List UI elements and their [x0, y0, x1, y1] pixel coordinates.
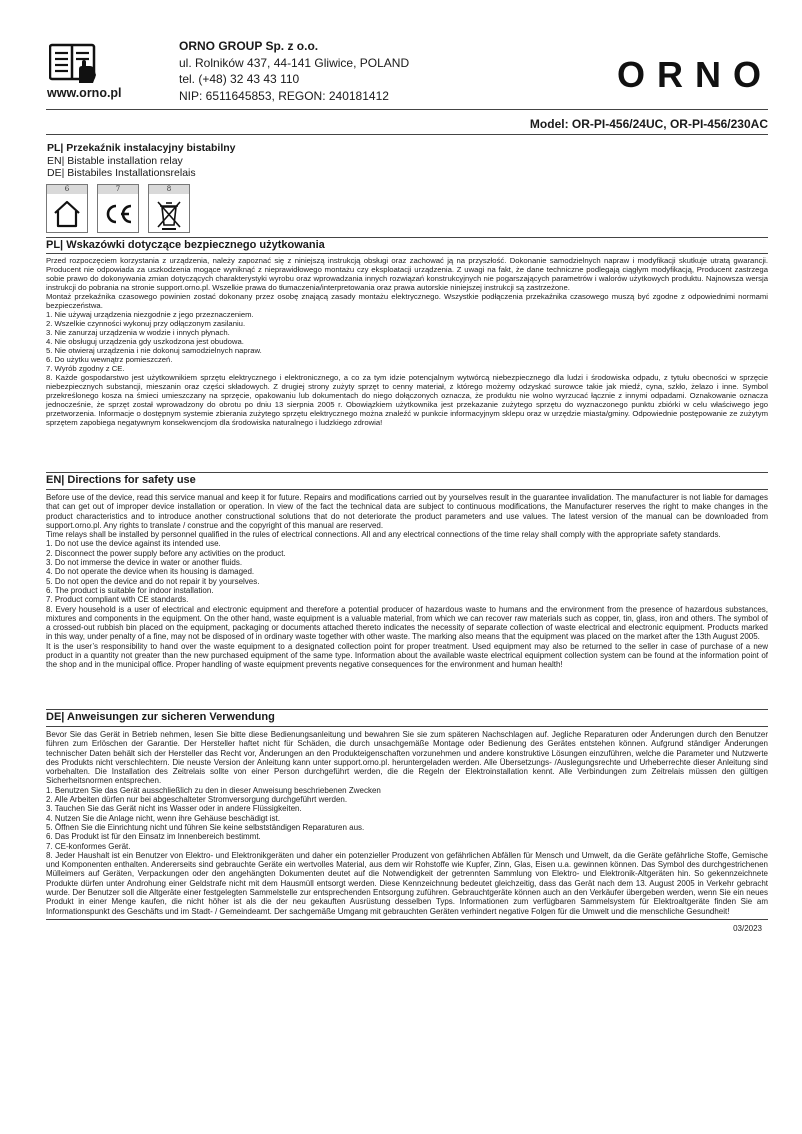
- en-paragraph: It is the user’s responsibility to hand over the waste equipment to a designated collection point for proper treatment. Used equipment may also be returned to the seller in case of purchase of a new product in a quantity not greater than the new purchased equipment of the same type. Information about the available waste electrical equipment collection system can be found at the information point of the shop and in the municipal office. Proper handling of waste equipment prevents negative consequences for the environment and human health!: [46, 641, 768, 670]
- header-divider: [46, 109, 768, 110]
- pl-section-top-divider: [46, 237, 768, 238]
- orno-logo: [614, 56, 776, 92]
- symbol-cell-indoor: [46, 184, 88, 233]
- en-section-top-divider: [46, 472, 768, 473]
- svg-text:ORNO: ORNO: [617, 56, 773, 92]
- de-list-item: 3. Tauchen Sie das Gerät nicht ins Wasser oder in andere Flüssigkeiten.: [46, 804, 302, 814]
- de-list-item: 2. Alle Arbeiten dürfen nur bei abgeschalteter Stromversorgung durchgeführt werden.: [46, 795, 348, 805]
- en-list-item: 8. Every household is a user of electrical and electronic equipment and therefore a potential producer of hazardous waste to humans and the environment from the presence of hazardous substances, mixtures and components in the equipment. On the other hand, waste equipment is a valuable material, from which we can recover raw materials such as copper, tin, glass, iron and others. The symbol of a crossed-out rubbish bin placed on the equipment, packaging or documents attached thereto indicates the necessity of separate collection of waste electrical and electronic equipment. Products marked in this way, under penalty of a fine, may not be disposed of in ordinary waste together with other waste. The marking also means that the equipment was placed on the market after the 13th August 2005.: [46, 604, 768, 642]
- de-list-item: 5. Öffnen Sie die Einrichtung nicht und führen Sie keine selbstständigen Reparaturen aus.: [46, 822, 365, 832]
- company-address: ul. Rolników 437, 44-141 Gliwice, POLAND: [179, 55, 410, 70]
- title-pl: PL| Przekaźnik instalacyjny bistabilny: [47, 142, 236, 154]
- pl-safety-heading: PL| Wskazówki dotyczące bezpiecznego użytkowania: [46, 239, 325, 251]
- en-list-item: 5. Do not open the device and do not repair it by yourselves.: [46, 576, 260, 586]
- pl-list-item: 4. Nie obsługuj urządzenia gdy uszkodzona jest obudowa.: [46, 337, 244, 346]
- de-section-top-divider: [46, 709, 768, 710]
- pl-safety-text: [46, 256, 768, 427]
- symbol-number: 7: [98, 185, 138, 194]
- company-info: [179, 38, 409, 104]
- pl-paragraph: Przed rozpoczęciem korzystania z urządzenia, należy zapoznać się z niniejszą instrukcją obsługi oraz zachować ją na przyszłość. Dokonanie samodzielnych napraw i modyfikacji skutkuje utratą gwarancji. Producent nie odpowiada za uszkodzenia mogące wyniknąć z nieprawidłowego montażu czy eksploatacji urządzenia. Z uwagi na fakt, że dane techniczne podlegają ciągłym modyfikacją, Producent zastrzega sobie prawo do dokonywania zmian dotyczących charakterystyki wyrobu oraz wprowadzania innych rozwiązań konstrukcyjnych nie pogarszających parametrów i walorów użytkowych produktu. Najnowsza wersja instrukcji do pobrania na stronie support.orno.pl. Wszelkie prawa do tłumaczenia/interpretowania oraz prawa autorskie niniejszej instrukcji są zastrzeżone.: [46, 256, 768, 292]
- ce-mark-icon: [102, 198, 134, 230]
- symbol-number: 6: [47, 185, 87, 194]
- footer-divider: [46, 919, 768, 920]
- manual-book-icon: [49, 42, 99, 84]
- weee-bin-icon: [153, 198, 185, 230]
- en-list-item: 4. Do not operate the device when its housing is damaged.: [46, 567, 255, 577]
- title-en: EN| Bistable installation relay: [47, 154, 183, 167]
- pl-list-item: 3. Nie zanurzaj urządzenia w wodzie i innych płynach.: [46, 328, 230, 337]
- company-ids: NIP: 6511645853, REGON: 240181412: [179, 88, 389, 103]
- en-safety-heading: EN| Directions for safety use: [46, 474, 196, 486]
- de-safety-text: [46, 730, 768, 916]
- de-list-item: 4. Nutzen Sie die Anlage nicht, wenn ihre Gehäuse beschädigt ist.: [46, 813, 280, 823]
- model-number: Model: OR-PI-456/24UC, OR-PI-456/230AC: [529, 117, 768, 131]
- title-de: DE| Bistabiles Installationsrelais: [47, 167, 196, 179]
- symbol-cell-weee: [148, 184, 190, 233]
- de-list-item: 7. CE-konformes Gerät.: [46, 841, 131, 851]
- de-paragraph: Bevor Sie das Gerät in Betrieb nehmen, lesen Sie bitte diese Bedienungsanleitung und bewahren Sie sie zum späteren Nachschlagen auf. Jegliche Reparaturen oder Änderungen durch den Benutzer führen zum Erlöschen der Garantie. Der Hersteller haftet nicht für Schäden, die durch unsachgemäße Montage oder Bedienung des Gerätes entstehen können. Aufgrund ständiger Änderungen technischer Daten behält sich der Hersteller das Recht vor, Änderungen an den Produkteigenschaften vorzunehmen und andere konstruktive Lösungen einzuführen, welche die Parameter und Nutzwerte des Produkts nicht verschlechtern. Die neuste Version der Anleitung kann unter support.orno.pl. heruntergeladen werden. Alle Übersetzungs- /Auslegungsrechte und Urheberrechte dieser Anleitung sind vorbehalten. Die Installation des Zeitrelais sollte von einer Person durchgeführt werden, die die Regeln der Elektroinstallation kennt. Alle Verbindungen zum Zeitrelais müssen den gültigen Sicherheitsnormen entsprechen.: [46, 730, 768, 786]
- pl-section-heading-divider: [46, 253, 768, 254]
- pl-list-item: 2. Wszelkie czynności wykonuj przy odłączonym zasilaniu.: [46, 319, 246, 328]
- pl-list-item: 7. Wyrób zgodny z CE.: [46, 364, 125, 373]
- en-list-item: 3. Do not immerse the device in water or another fluids.: [46, 558, 243, 568]
- website-link[interactable]: www.orno.pl: [47, 86, 122, 100]
- en-section-heading-divider: [46, 489, 768, 490]
- de-list-item: 8. Jeder Haushalt ist ein Benutzer von Elektro- und Elektronikgeräten und daher ein potenzieller Produzent von gefährlichen Abfällen für Mensch und Umwelt, da die Geräte gefährliche Stoffe, Gemische und Komponenten enthalten. Andererseits sind gebrauchte Geräte ein wertvolles Material, aus dem wir Rohstoffe wie Kupfer, Zinn, Glas, Eisen u.a. gewinnen können. Das Symbol des durchgestrichenen Mülleimers auf Geräten, Verpackungen oder den angehängten Dokumenten deutet auf die Notwendigkeit der getrennten Sammlung von Elektro- und Elektronik-Altgeräten hin. So gekennzeichnete Produkte dürfen unter Androhung einer Geldstrafe nicht mit dem Hausmüll entsorgt werden. Diese Kennzeichnung bedeutet gleichzeitig, dass das Gerät nach dem 13. August 2005 in Verkehr gebracht wurde. Der Benutzer soll die Altgeräte einer festgelegten Sammelstelle zur entsprechenden Entsorgung zuführen. Gebrauchtgeräte können auch an den Verkäufer übergeben werden, wenn Sie ein neues Produkt in einer Menge kaufen, die nicht höher ist als die der neu gekauften Ausrüstung desselben Typs. Informationen zum verfügbaren Sammelsystem für Elektroaltgeräte finden Sie am Informationspunkt des Geschäfts und im Stadt- / Gemeindeamt. Der sachgemäße Umgang mit gebrauchten Geräten verhindert negative Folgen für die Umwelt und die menschliche Gesundheit!: [46, 850, 768, 916]
- en-list-item: 1. Do not use the device against its intended use.: [46, 539, 221, 549]
- en-paragraph: Before use of the device, read this service manual and keep it for future. Repairs and modifications carried out by yourselves result in the guarantee invalidation. The manufacturer is not liable for damages that can get out of improper device installation or operation. In view of the fact the technical data are subject to continuous modifications, the Manufacturer reserves the right to make changes in the product characteristics and to introduce another constructional solutions that do not deteriorate the product parameters and use values. The latest version of the manual can be downloaded from support.orno.pl. Any rights to translate / construe and the copyright of this manual are reserved.: [46, 493, 768, 530]
- document-date: 03/2023: [733, 924, 762, 933]
- pl-list-item: 1. Nie używaj urządzenia niezgodnie z jego przeznaczeniem.: [46, 310, 254, 319]
- en-list-item: 6. The product is suitable for indoor installation.: [46, 585, 214, 595]
- product-titles: [47, 142, 236, 180]
- company-name: ORNO GROUP Sp. z o.o.: [179, 39, 319, 53]
- symbol-number: 8: [149, 185, 189, 194]
- de-list-item: 6. Das Produkt ist für den Einsatz im Innenbereich bestimmt.: [46, 832, 261, 842]
- en-list-item: 2. Disconnect the power supply before any activities on the product.: [46, 548, 286, 558]
- de-section-heading-divider: [46, 726, 768, 727]
- pl-list-item: 6. Do użytku wewnątrz pomieszczeń.: [46, 355, 173, 364]
- de-list-item: 1. Benutzen Sie das Gerät ausschließlich zu den in dieser Anweisung beschriebenen Zwecken: [46, 785, 381, 795]
- pl-paragraph: Montaż przekaźnika czasowego powinien zostać dokonany przez osobę znającą zasady montażu elektrycznego. Wszystkie podłączenia przekaźnika czasowego muszą być zgodne z odpowiednimi normami bezpieczeństwa.: [46, 292, 768, 310]
- pl-list-item: 5. Nie otwieraj urządzenia i nie dokonuj samodzielnych napraw.: [46, 346, 262, 355]
- model-divider: [46, 134, 768, 135]
- indoor-use-icon: [51, 198, 83, 230]
- en-safety-text: [46, 493, 768, 670]
- pl-list-item: 8. Każde gospodarstwo jest użytkownikiem sprzętu elektrycznego i elektronicznego, a co za tym idzie potencjalnym wytwórcą niebezpiecznego dla ludzi i środowiska odpadu, z tytułu obecności w sprzęcie niebezpiecznych substancji, mieszanin oraz części składowych. Z drugiej strony zużyty sprzęt to cenny materiał, z którego możemy odzyskać surowce takie jak miedź, cyna, szkło, żelazo i inne. Symbol przekreślonego kosza na śmieci umieszczany na sprzęcie, opakowaniu lub dokumentach do niego dołączonych oznacza, że produktu nie wolno wyrzucać łącznie z innymi odpadami. Oznakowanie oznacza jednocześnie, że sprzęt został wprowadzony do obrotu po dniu 13 sierpnia 2005 r. Obowiązkiem użytkownika jest przekazanie zużytego sprzętu do wyznaczonego punktu zbiórki w celu właściwego jego przetworzenia. Informacje o dostępnym systemie zbierania zużytego sprzętu elektrycznego można znaleźć w punkcie informacyjnym sklepu oraz w urzędzie miasta/gminy. Odpowiednie postępowanie ze zużytym sprzętem zapobiega negatywnym konsekwencjom dla środowiska naturalnego i ludzkiego zdrowia!: [46, 373, 768, 427]
- en-list-item: 7. Product compliant with CE standards.: [46, 595, 189, 605]
- company-phone: tel. (+48) 32 43 43 110: [179, 72, 300, 86]
- en-paragraph: Time relays shall be installed by personnel qualified in the rules of electrical connections. All and any electrical connections of the time relay shall comply with the appropriate safety standards.: [46, 530, 721, 540]
- symbol-cell-ce: [97, 184, 139, 233]
- de-safety-heading: DE| Anweisungen zur sicheren Verwendung: [46, 711, 275, 723]
